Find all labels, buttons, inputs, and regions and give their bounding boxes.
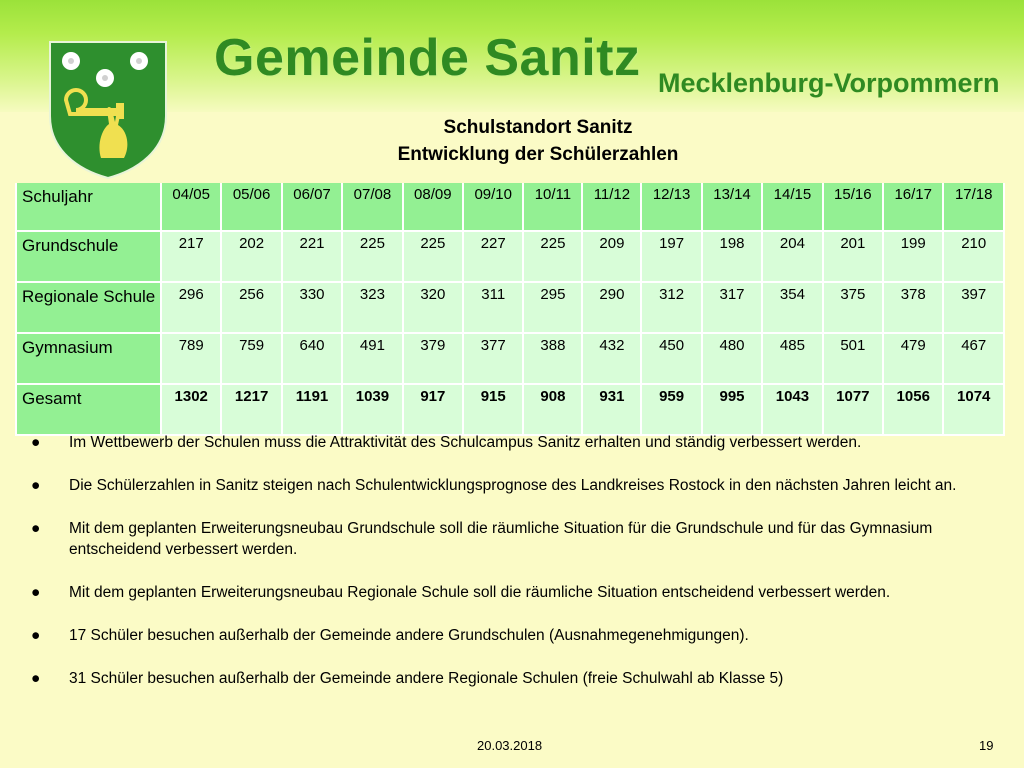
bullet-item — [28, 668, 988, 689]
row-label-cell: Grundschule — [17, 232, 160, 283]
value-cell: 1077 — [824, 385, 882, 436]
value-cell: 789 — [162, 334, 220, 385]
value-cell: 959 — [642, 385, 700, 436]
value-cell: 479 — [884, 334, 942, 385]
bullet-text: Mit dem geplanten Erweiterungsneubau Regionale Schule soll die räumliche Situation entscheidend verbessert werden. — [69, 584, 891, 601]
year-header-cell: 07/08 — [343, 183, 401, 232]
year-header-cell: 13/14 — [703, 183, 761, 232]
value-cell: 354 — [763, 283, 821, 334]
value-cell: 256 — [222, 283, 280, 334]
value-cell: 323 — [343, 283, 401, 334]
value-cell: 225 — [404, 232, 462, 283]
value-cell: 640 — [283, 334, 341, 385]
bullet-item — [28, 432, 988, 453]
value-cell: 377 — [464, 334, 522, 385]
value-cell: 450 — [642, 334, 700, 385]
bullet-text: Die Schülerzahlen in Sanitz steigen nach Schulentwicklungsprognose des Landkreises Rostock in den nächsten Jahren leicht an. — [69, 477, 957, 494]
bullet-item — [28, 475, 988, 496]
bullet-list — [28, 432, 988, 711]
value-cell: 917 — [404, 385, 462, 436]
bullet-text: Im Wettbewerb der Schulen muss die Attraktivität des Schulcampus Sanitz erhalten und ständig verbessert werden. — [69, 434, 862, 451]
value-cell: 432 — [583, 334, 640, 385]
year-header-cell: 09/10 — [464, 183, 522, 232]
bullet-dot-icon: ● — [31, 584, 41, 601]
year-header-cell: 11/12 — [583, 183, 640, 232]
year-header-cell: 16/17 — [884, 183, 942, 232]
value-cell: 311 — [464, 283, 522, 334]
value-cell: 320 — [404, 283, 462, 334]
bullet-text: 17 Schüler besuchen außerhalb der Gemeinde andere Grundschulen (Ausnahmegenehmigungen). — [69, 627, 749, 644]
value-cell: 931 — [583, 385, 640, 436]
year-header-cell: 12/13 — [642, 183, 700, 232]
value-cell: 1043 — [763, 385, 821, 436]
table-header-row — [17, 183, 1003, 232]
value-cell: 225 — [524, 232, 581, 283]
value-cell: 296 — [162, 283, 220, 334]
value-cell: 221 — [283, 232, 341, 283]
year-header-cell: 06/07 — [283, 183, 341, 232]
value-cell: 485 — [763, 334, 821, 385]
table-row — [17, 385, 1003, 436]
year-header-cell: 17/18 — [944, 183, 1003, 232]
value-cell: 317 — [703, 283, 761, 334]
bullet-item — [28, 625, 988, 646]
brand-title: Gemeinde Sanitz — [214, 29, 641, 87]
value-cell: 225 — [343, 232, 401, 283]
value-cell: 312 — [642, 283, 700, 334]
value-cell: 330 — [283, 283, 341, 334]
row-label-cell: Gymnasium — [17, 334, 160, 385]
year-header-cell: 10/11 — [524, 183, 581, 232]
value-cell: 197 — [642, 232, 700, 283]
table-row — [17, 283, 1003, 334]
bullet-dot-icon: ● — [31, 520, 41, 537]
value-cell: 379 — [404, 334, 462, 385]
bullet-dot-icon: ● — [31, 434, 41, 451]
coat-of-arms-icon — [46, 38, 170, 180]
value-cell: 290 — [583, 283, 640, 334]
value-cell: 1056 — [884, 385, 942, 436]
value-cell: 1039 — [343, 385, 401, 436]
value-cell: 491 — [343, 334, 401, 385]
brand-subtitle: Mecklenburg-Vorpommern — [658, 68, 1000, 98]
year-header-cell: 04/05 — [162, 183, 220, 232]
value-cell: 375 — [824, 283, 882, 334]
value-cell: 198 — [703, 232, 761, 283]
bullet-text: 31 Schüler besuchen außerhalb der Gemeinde andere Regionale Schulen (freie Schulwahl ab Klasse 5) — [69, 670, 784, 687]
bullet-item — [28, 518, 988, 560]
bullet-dot-icon: ● — [31, 670, 41, 687]
table-row — [17, 334, 1003, 385]
value-cell: 501 — [824, 334, 882, 385]
value-cell: 467 — [944, 334, 1003, 385]
value-cell: 202 — [222, 232, 280, 283]
page-number: 19 — [979, 738, 994, 753]
value-cell: 210 — [944, 232, 1003, 283]
bullet-dot-icon: ● — [31, 477, 41, 494]
slide-title-line1: Schulstandort Sanitz — [443, 117, 633, 138]
value-cell: 227 — [464, 232, 522, 283]
value-cell: 759 — [222, 334, 280, 385]
student-numbers-table — [15, 183, 1005, 436]
value-cell: 480 — [703, 334, 761, 385]
value-cell: 397 — [944, 283, 1003, 334]
value-cell: 1302 — [162, 385, 220, 436]
header-label-cell: Schuljahr — [17, 183, 160, 232]
value-cell: 1217 — [222, 385, 280, 436]
value-cell: 199 — [884, 232, 942, 283]
value-cell: 209 — [583, 232, 640, 283]
value-cell: 1074 — [944, 385, 1003, 436]
value-cell: 995 — [703, 385, 761, 436]
year-header-cell: 15/16 — [824, 183, 882, 232]
slide-title-line2: Entwicklung der Schülerzahlen — [397, 144, 679, 165]
value-cell: 201 — [824, 232, 882, 283]
value-cell: 204 — [763, 232, 821, 283]
slide-title — [310, 114, 766, 168]
bullet-dot-icon: ● — [31, 627, 41, 644]
value-cell: 388 — [524, 334, 581, 385]
bullet-item — [28, 582, 988, 603]
table-row — [17, 232, 1003, 283]
value-cell: 915 — [464, 385, 522, 436]
value-cell: 1191 — [283, 385, 341, 436]
year-header-cell: 08/09 — [404, 183, 462, 232]
bullet-text: Mit dem geplanten Erweiterungsneubau Grundschule soll die räumliche Situation für die Grundschule und für das Gymnasium entscheidend verbessert werden. — [69, 520, 933, 558]
year-header-cell: 05/06 — [222, 183, 280, 232]
row-label-cell: Gesamt — [17, 385, 160, 436]
value-cell: 217 — [162, 232, 220, 283]
row-label-cell: Regionale Schule — [17, 283, 160, 334]
year-header-cell: 14/15 — [763, 183, 821, 232]
footer-date: 20.03.2018 — [477, 738, 543, 753]
value-cell: 908 — [524, 385, 581, 436]
value-cell: 378 — [884, 283, 942, 334]
value-cell: 295 — [524, 283, 581, 334]
